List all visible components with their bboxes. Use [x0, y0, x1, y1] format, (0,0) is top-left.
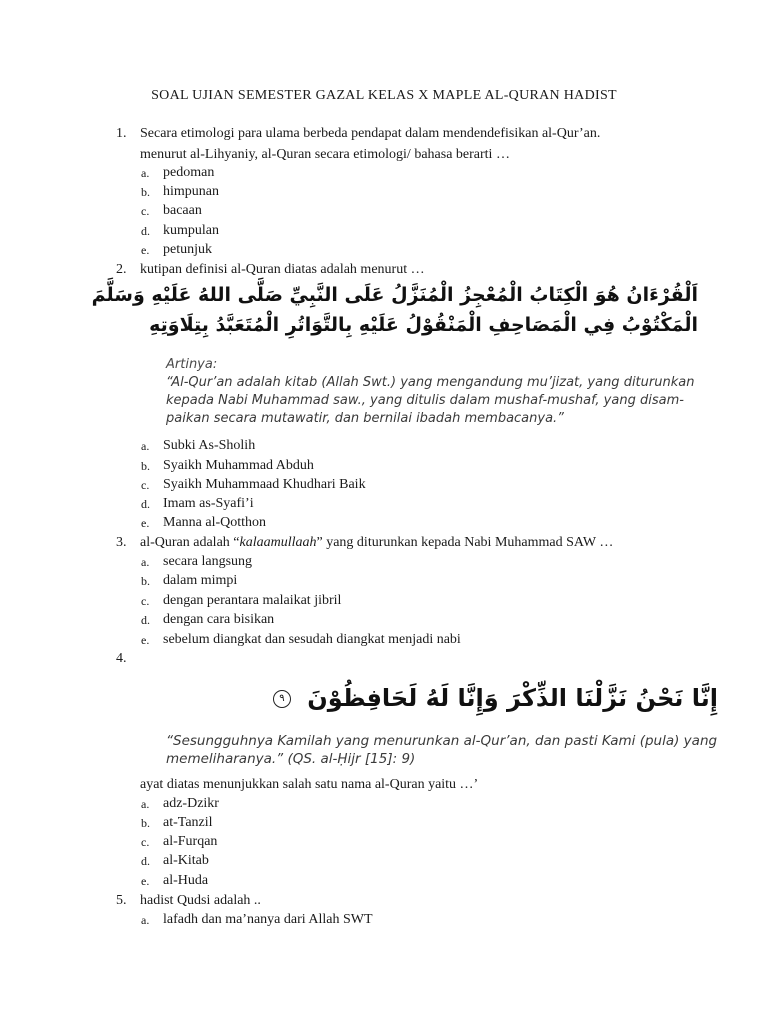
- option-text: kumpulan: [163, 223, 219, 238]
- option-text: Syaikh Muhammaad Khudhari Baik: [163, 477, 366, 492]
- option-letter: a.: [141, 797, 150, 811]
- option-text: al-Kitab: [163, 853, 209, 868]
- option-letter: b.: [141, 459, 150, 473]
- option-letter: d.: [141, 224, 150, 238]
- option-letter: b.: [141, 185, 150, 199]
- question-2-number: 2.: [116, 262, 127, 277]
- option-letter: e.: [141, 243, 150, 257]
- option-text: adz-Dzikr: [163, 796, 219, 811]
- question-3-italic-term: kalaamullaah: [239, 535, 317, 550]
- question-4-verse-image: [158, 676, 728, 776]
- option-text: lafadh dan ma’nanya dari Allah SWT: [163, 912, 373, 927]
- question-4-text: ayat diatas menunjukkan salah satu nama al-Quran yaitu …’: [140, 777, 479, 792]
- question-4-number: 4.: [116, 651, 127, 666]
- arabic-definition-line1: اَلْقُرْءَانُ هُوَ الْكِتَابُ الْمُعْجِزُ الْمُنَزَّلُ عَلَى النَّبِيِّ صَلَّى اللهُ عَلَيْهِ وَسَلَّمَ: [91, 284, 698, 306]
- arabic-definition-line2: الْمَكْتُوْبُ فِي الْمَصَاحِفِ الْمَنْقُوْلُ عَلَيْهِ بِالتَّوَاتُرِ الْمُتَعَبَّدُ بِتِلَاوَتِهِ: [149, 314, 698, 336]
- question-3-number: 3.: [116, 535, 127, 550]
- option-letter: b.: [141, 574, 150, 588]
- question-1-number: 1.: [116, 126, 127, 141]
- translation-block: [166, 356, 694, 428]
- question-3-text: [140, 535, 613, 551]
- option-letter: b.: [141, 816, 150, 830]
- option-text: Syaikh Muhammad Abduh: [163, 458, 314, 473]
- option-letter: e.: [141, 516, 150, 530]
- translation-line1: “Al-Qur’an adalah kitab (Allah Swt.) yang mengandung mu’jizat, yang diturunkan: [166, 375, 695, 390]
- question-1-text-line2: menurut al-Lihyaniy, al-Quran secara etimologi/ bahasa berarti …: [140, 147, 510, 162]
- option-text: Imam as-Syafi’i: [163, 496, 254, 511]
- option-letter: c.: [141, 835, 150, 849]
- verse-translation-line2: memeliharanya.” (QS. al-Ḥijr [15]: 9): [166, 751, 416, 767]
- option-text: himpunan: [163, 184, 219, 199]
- option-letter: a.: [141, 555, 150, 569]
- option-letter: e.: [141, 874, 150, 888]
- verse-number-marker: ٩: [273, 690, 291, 708]
- option-letter: d.: [141, 497, 150, 511]
- option-text: dengan cara bisikan: [163, 612, 275, 627]
- question-3-text-before: al-Quran adalah “: [140, 535, 240, 550]
- option-text: dalam mimpi: [163, 573, 238, 588]
- option-letter: e.: [141, 633, 150, 647]
- option-letter: a.: [141, 166, 150, 180]
- verse-translation-line1: “Sesungguhnya Kamilah yang menurunkan al-Qur’an, dan pasti Kami (pula) yang: [166, 733, 718, 749]
- question-1-text-line1: Secara etimologi para ulama berbeda pendapat dalam mendendefisikan al-Qur’an.: [140, 126, 601, 141]
- option-letter: d.: [141, 854, 150, 868]
- option-letter: c.: [141, 478, 150, 492]
- verse-arabic-text: إِنَّا نَحْنُ نَزَّلْنَا الذِّكْرَ وَإِنَّا لَهُ لَحَافِظُوْنَ: [307, 684, 718, 712]
- question-5-text: hadist Qudsi adalah ..: [140, 893, 261, 908]
- option-text: Manna al-Qotthon: [163, 515, 267, 530]
- question-5-number: 5.: [116, 893, 127, 908]
- translation-line2: kepada Nabi Muhammad saw., yang ditulis dalam mushaf-mushaf, yang disam-: [166, 393, 684, 408]
- verse-translation: [166, 732, 717, 768]
- option-letter: d.: [141, 613, 150, 627]
- option-text: al-Huda: [163, 873, 209, 888]
- question-2-text: kutipan definisi al-Quran diatas adalah menurut …: [140, 262, 425, 277]
- option-letter: a.: [141, 913, 150, 927]
- question-2-quote-image: [91, 280, 704, 430]
- option-text: secara langsung: [163, 554, 253, 569]
- option-letter: c.: [141, 204, 150, 218]
- option-text: at-Tanzil: [163, 815, 213, 830]
- option-text: petunjuk: [163, 242, 212, 257]
- option-text: pedoman: [163, 165, 215, 180]
- verse-arabic: [273, 684, 718, 712]
- option-letter: c.: [141, 594, 150, 608]
- translation-line3: paikan secara mutawatir, dan bernilai ibadah membacanya.”: [166, 411, 564, 426]
- option-text: Subki As-Sholih: [163, 438, 256, 453]
- option-letter: a.: [141, 439, 150, 453]
- option-text: bacaan: [163, 203, 202, 218]
- option-text: al-Furqan: [163, 834, 218, 849]
- option-text: sebelum diangkat dan sesudah diangkat menjadi nabi: [163, 632, 461, 647]
- page-title: SOAL UJIAN SEMESTER GAZAL KELAS X MAPLE AL-QURAN HADIST: [151, 88, 617, 103]
- question-3-text-after: ” yang diturunkan kepada Nabi Muhammad SAW …: [316, 535, 614, 550]
- option-text: dengan perantara malaikat jibril: [163, 593, 342, 608]
- artinya-label: Artinya:: [166, 357, 218, 372]
